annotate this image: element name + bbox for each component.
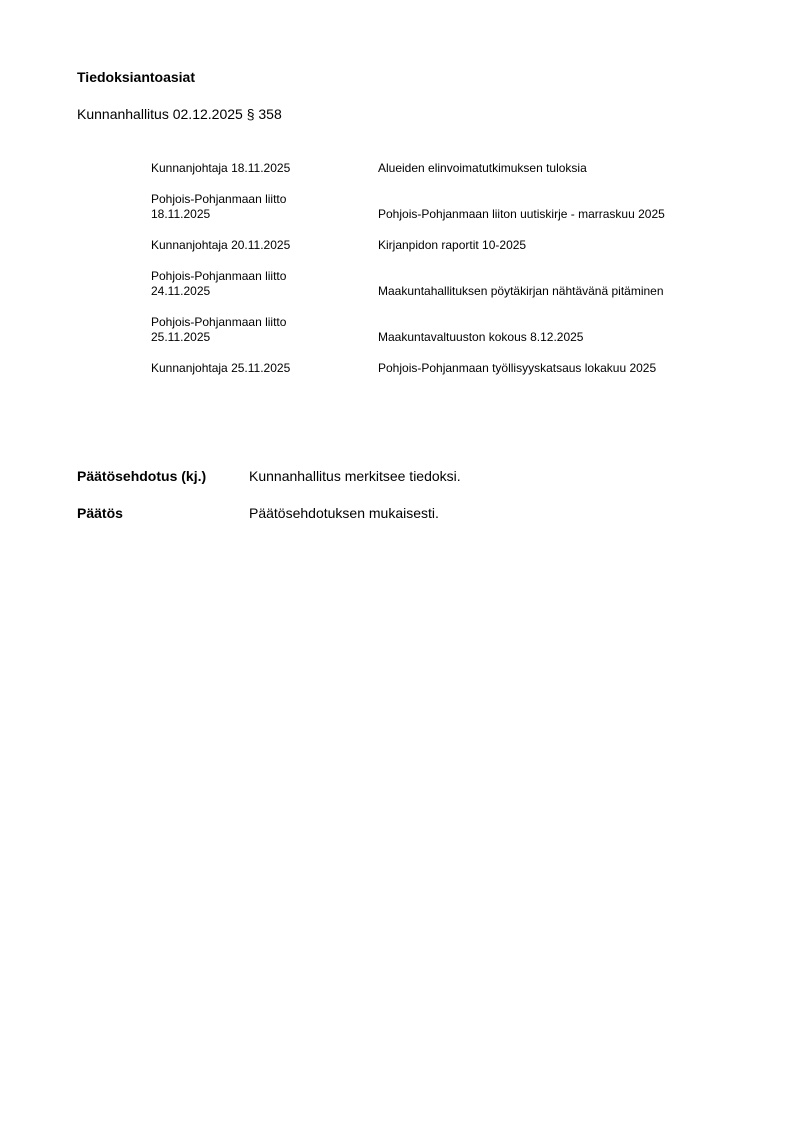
list-item (151, 238, 731, 253)
item-sender: Pohjois-Pohjanmaan liitto 25.11.2025 (151, 315, 287, 344)
item-sender: Kunnanjohtaja 25.11.2025 (151, 361, 291, 375)
item-subject: Maakuntavaltuuston kokous 8.12.2025 (378, 330, 584, 344)
list-item (151, 361, 731, 376)
item-subject: Kirjanpidon raportit 10-2025 (378, 238, 527, 252)
decision-proposal-text: Kunnanhallitus merkitsee tiedoksi. (249, 468, 461, 484)
decision-label: Päätös (77, 505, 123, 521)
item-subject: Pohjois-Pohjanmaan liiton uutiskirje - marraskuu 2025 (378, 207, 665, 221)
document-heading: Tiedoksiantoasiat (77, 69, 196, 85)
item-subject: Maakuntahallituksen pöytäkirjan nähtävänä pitäminen (378, 284, 664, 298)
decision-row (77, 505, 757, 522)
item-subject: Alueiden elinvoimatutkimuksen tuloksia (378, 161, 587, 175)
item-sender: Pohjois-Pohjanmaan liitto 24.11.2025 (151, 269, 287, 298)
item-sender: Kunnanjohtaja 20.11.2025 (151, 238, 291, 252)
list-item (151, 269, 731, 299)
decision-proposal-label: Päätösehdotus (kj.) (77, 468, 207, 484)
list-item (151, 192, 731, 222)
list-item (151, 161, 731, 176)
item-sender: Kunnanjohtaja 18.11.2025 (151, 161, 291, 175)
notice-items-list (151, 161, 731, 392)
list-item (151, 315, 731, 345)
item-subject: Pohjois-Pohjanmaan työllisyyskatsaus lokakuu 2025 (378, 361, 657, 375)
decision-text: Päätösehdotuksen mukaisesti. (249, 505, 439, 521)
decision-proposal-row (77, 468, 757, 485)
item-sender: Pohjois-Pohjanmaan liitto 18.11.2025 (151, 192, 287, 221)
meeting-reference: Kunnanhallitus 02.12.2025 § 358 (77, 106, 282, 122)
